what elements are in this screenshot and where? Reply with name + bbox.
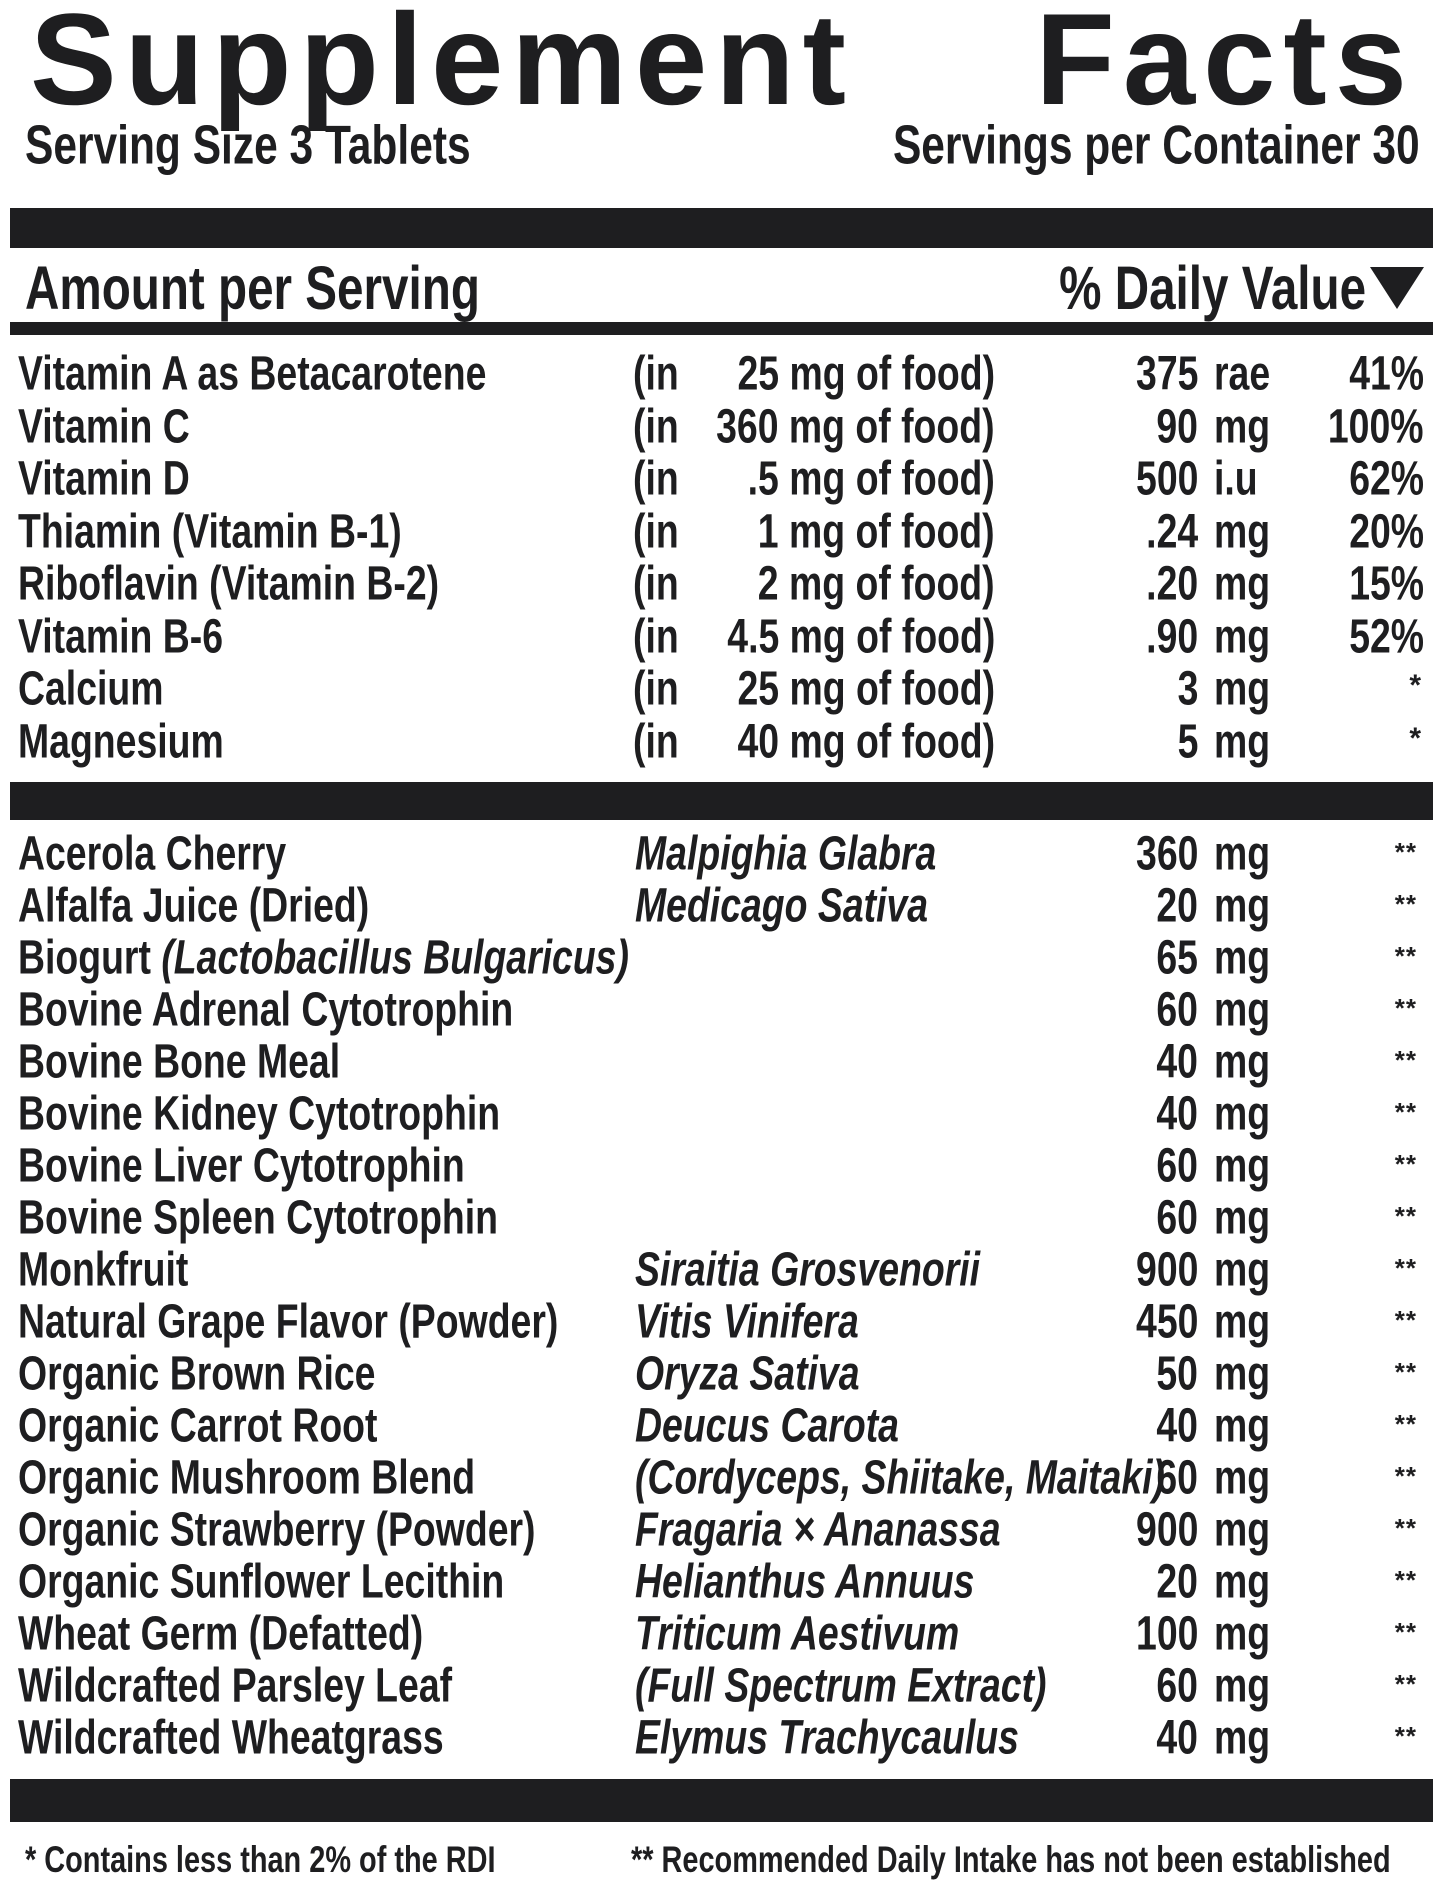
ingredient-double-asterisk: ** bbox=[1394, 1045, 1417, 1075]
triangle-down-icon bbox=[1370, 267, 1424, 309]
ingredient-double-asterisk: ** bbox=[1394, 1461, 1417, 1491]
vitamin-amount: .90 bbox=[1146, 609, 1198, 663]
vitamin-paren: (in bbox=[633, 661, 679, 716]
ingredient-latin-name: Deucus Carota bbox=[635, 1398, 899, 1453]
ingredient-name: Organic Sunflower Lecithin bbox=[18, 1554, 505, 1609]
ingredient-row bbox=[0, 1348, 1445, 1400]
ingredient-row bbox=[0, 1608, 1445, 1660]
footnote-rdi: * Contains less than 2% of the RDI bbox=[25, 1839, 496, 1881]
vitamin-food-basis: 25 mg of food) bbox=[737, 661, 995, 716]
ingredient-double-asterisk: ** bbox=[1394, 993, 1417, 1023]
ingredient-name: Bovine Adrenal Cytotrophin bbox=[18, 982, 514, 1037]
ingredient-latin-name: Elymus Trachycaulus bbox=[635, 1710, 1019, 1765]
vitamin-paren: (in bbox=[633, 399, 679, 453]
ingredient-row bbox=[0, 1712, 1445, 1764]
ingredient-double-asterisk: ** bbox=[1394, 1565, 1417, 1595]
vitamin-food-basis: 1 mg of food) bbox=[758, 504, 995, 558]
divider-rule-thin bbox=[10, 322, 1433, 335]
vitamin-amount: 3 bbox=[1177, 661, 1198, 716]
ingredient-latin-name: Oryza Sativa bbox=[635, 1346, 860, 1401]
servings-per-container: Servings per Container 30 bbox=[893, 114, 1420, 176]
ingredient-double-asterisk: ** bbox=[1394, 1097, 1417, 1127]
vitamin-row bbox=[0, 348, 1445, 401]
vitamin-daily-value: 62% bbox=[1349, 451, 1424, 506]
vitamin-row bbox=[0, 611, 1445, 664]
ingredient-double-asterisk: ** bbox=[1394, 1149, 1417, 1179]
ingredient-row bbox=[0, 1244, 1445, 1296]
ingredient-double-asterisk: ** bbox=[1394, 941, 1417, 971]
daily-value-header bbox=[1005, 252, 1424, 323]
ingredient-name: Acerola Cherry bbox=[18, 826, 287, 881]
ingredient-latin-name: Vitis Vinifera bbox=[635, 1294, 859, 1349]
vitamin-daily-value-asterisk: * bbox=[1409, 721, 1421, 755]
ingredient-amount: 40 bbox=[1156, 1034, 1198, 1089]
ingredient-amount: 60 bbox=[1156, 1138, 1198, 1193]
vitamin-amount: 5 bbox=[1177, 714, 1198, 768]
ingredient-amount: 100 bbox=[1135, 1606, 1198, 1661]
vitamin-unit: i.u bbox=[1214, 451, 1258, 506]
vitamin-name: Vitamin B-6 bbox=[18, 609, 224, 663]
amount-per-serving-header: Amount per Serving bbox=[25, 252, 480, 323]
vitamin-unit: mg bbox=[1214, 504, 1271, 558]
vitamin-row bbox=[0, 506, 1445, 559]
ingredient-row bbox=[0, 828, 1445, 880]
vitamin-paren: (in bbox=[633, 556, 679, 611]
ingredient-double-asterisk: ** bbox=[1394, 1253, 1417, 1283]
ingredient-name: Natural Grape Flavor (Powder) bbox=[18, 1294, 559, 1349]
vitamin-daily-value: 52% bbox=[1349, 609, 1424, 663]
ingredient-unit: mg bbox=[1214, 1294, 1271, 1349]
vitamins-table bbox=[0, 348, 1445, 768]
ingredient-latin-name: Helianthus Annuus bbox=[635, 1554, 975, 1609]
ingredient-latin-name: Medicago Sativa bbox=[635, 878, 929, 933]
ingredient-unit: mg bbox=[1214, 1450, 1271, 1505]
ingredient-row bbox=[0, 984, 1445, 1036]
title-word-supplement: Supplement bbox=[30, 0, 854, 132]
title-word-facts: Facts bbox=[1035, 0, 1415, 132]
ingredient-amount: 40 bbox=[1156, 1086, 1198, 1141]
vitamin-paren: (in bbox=[633, 346, 679, 401]
vitamin-daily-value-asterisk: * bbox=[1409, 669, 1421, 702]
ingredient-row bbox=[0, 1088, 1445, 1140]
ingredient-amount: 60 bbox=[1156, 1190, 1198, 1245]
ingredient-row bbox=[0, 880, 1445, 932]
vitamin-amount: 90 bbox=[1156, 399, 1198, 453]
ingredient-row bbox=[0, 1140, 1445, 1192]
ingredient-unit: mg bbox=[1214, 930, 1271, 985]
vitamin-daily-value: 100% bbox=[1328, 399, 1424, 453]
ingredient-name: Wildcrafted Parsley Leaf bbox=[18, 1658, 453, 1713]
ingredient-name: Bovine Liver Cytotrophin bbox=[18, 1138, 465, 1193]
ingredient-row bbox=[0, 932, 1445, 984]
ingredient-unit: mg bbox=[1214, 1242, 1271, 1297]
vitamin-unit: mg bbox=[1214, 714, 1271, 768]
ingredient-row bbox=[0, 1556, 1445, 1608]
ingredient-unit: mg bbox=[1214, 1086, 1271, 1141]
ingredient-name: Organic Strawberry (Powder) bbox=[18, 1502, 536, 1557]
vitamin-unit: mg bbox=[1214, 661, 1271, 716]
ingredient-amount: 60 bbox=[1156, 982, 1198, 1037]
ingredient-amount: 20 bbox=[1156, 1554, 1198, 1609]
serving-info bbox=[25, 114, 1420, 176]
ingredient-row bbox=[0, 1400, 1445, 1452]
vitamin-food-basis: 40 mg of food) bbox=[737, 714, 995, 768]
ingredient-double-asterisk: ** bbox=[1394, 1669, 1417, 1699]
ingredient-unit: mg bbox=[1214, 1398, 1271, 1453]
vitamin-name: Magnesium bbox=[18, 714, 224, 768]
ingredient-amount: 450 bbox=[1135, 1294, 1198, 1349]
ingredient-name: Organic Brown Rice bbox=[18, 1346, 376, 1401]
vitamin-paren: (in bbox=[633, 451, 679, 506]
ingredient-name-latin-inline: (Lactobacillus Bulgaricus) bbox=[161, 930, 629, 985]
vitamin-amount: .20 bbox=[1146, 556, 1198, 611]
vitamin-daily-value: 20% bbox=[1349, 504, 1424, 558]
ingredient-amount: 60 bbox=[1156, 1450, 1198, 1505]
ingredient-double-asterisk: ** bbox=[1394, 1617, 1417, 1647]
vitamin-unit: rae bbox=[1214, 346, 1271, 401]
ingredient-unit: mg bbox=[1214, 1606, 1271, 1661]
page-title bbox=[30, 0, 1415, 132]
vitamin-paren: (in bbox=[633, 504, 679, 558]
vitamin-amount: .24 bbox=[1146, 504, 1198, 558]
vitamin-name: Vitamin C bbox=[18, 399, 190, 453]
ingredient-latin-name: Triticum Aestivum bbox=[635, 1606, 960, 1661]
serving-size: Serving Size 3 Tablets bbox=[25, 114, 471, 176]
ingredient-unit: mg bbox=[1214, 1658, 1271, 1713]
ingredient-name: Monkfruit bbox=[18, 1242, 189, 1297]
ingredient-amount: 50 bbox=[1156, 1346, 1198, 1401]
ingredient-name: Wheat Germ (Defatted) bbox=[18, 1606, 424, 1661]
ingredient-latin-name: (Cordyceps, Shiitake, Maitaki) bbox=[635, 1450, 1166, 1505]
ingredient-name: Biogurt bbox=[18, 930, 151, 985]
ingredient-amount: 20 bbox=[1156, 878, 1198, 933]
ingredient-unit: mg bbox=[1214, 878, 1271, 933]
footnotes bbox=[25, 1840, 1445, 1880]
vitamin-name: Thiamin (Vitamin B-1) bbox=[18, 504, 402, 558]
vitamin-amount: 375 bbox=[1135, 346, 1198, 401]
vitamin-paren: (in bbox=[633, 714, 679, 768]
ingredients-table bbox=[0, 828, 1445, 1764]
ingredient-double-asterisk: ** bbox=[1394, 1201, 1417, 1231]
ingredient-name: Bovine Spleen Cytotrophin bbox=[18, 1190, 498, 1245]
ingredient-unit: mg bbox=[1214, 1710, 1271, 1765]
ingredient-row bbox=[0, 1192, 1445, 1244]
vitamin-daily-value: 15% bbox=[1349, 556, 1424, 611]
footnote-rdi-double: ** Recommended Daily Intake has not been established bbox=[630, 1839, 1391, 1881]
ingredient-row bbox=[0, 1036, 1445, 1088]
ingredient-name: Organic Mushroom Blend bbox=[18, 1450, 476, 1505]
ingredient-amount: 360 bbox=[1135, 826, 1198, 881]
vitamin-row bbox=[0, 558, 1445, 611]
ingredient-double-asterisk: ** bbox=[1394, 1305, 1417, 1335]
ingredient-amount: 60 bbox=[1156, 1658, 1198, 1713]
ingredient-unit: mg bbox=[1214, 826, 1271, 881]
vitamin-unit: mg bbox=[1214, 609, 1271, 663]
ingredient-latin-name: Siraitia Grosvenorii bbox=[635, 1242, 981, 1297]
ingredient-unit: mg bbox=[1214, 1346, 1271, 1401]
daily-value-header-text: % Daily Value bbox=[1059, 252, 1366, 323]
vitamin-food-basis: 4.5 mg of food) bbox=[726, 609, 995, 663]
vitamin-food-basis: 360 mg of food) bbox=[716, 399, 995, 453]
ingredient-amount: 900 bbox=[1135, 1242, 1198, 1297]
ingredient-latin-name: Fragaria × Ananassa bbox=[635, 1502, 1001, 1557]
ingredient-double-asterisk: ** bbox=[1394, 1409, 1417, 1439]
table-column-headers bbox=[25, 252, 1424, 323]
ingredient-amount: 65 bbox=[1156, 930, 1198, 985]
ingredient-unit: mg bbox=[1214, 1138, 1271, 1193]
ingredient-row bbox=[0, 1452, 1445, 1504]
vitamin-name: Riboflavin (Vitamin B-2) bbox=[18, 556, 440, 611]
ingredient-row bbox=[0, 1296, 1445, 1348]
ingredient-name: Wildcrafted Wheatgrass bbox=[18, 1710, 444, 1765]
ingredient-row bbox=[0, 1504, 1445, 1556]
vitamin-paren: (in bbox=[633, 609, 679, 663]
ingredient-latin-name: (Full Spectrum Extract) bbox=[635, 1658, 1047, 1713]
vitamin-food-basis: .5 mg of food) bbox=[747, 451, 995, 506]
ingredient-double-asterisk: ** bbox=[1394, 1357, 1417, 1387]
ingredient-double-asterisk: ** bbox=[1394, 1513, 1417, 1543]
vitamin-row bbox=[0, 716, 1445, 769]
divider-bar-bottom bbox=[10, 1779, 1433, 1822]
ingredient-name: Bovine Bone Meal bbox=[18, 1034, 341, 1089]
vitamin-name: Vitamin A as Betacarotene bbox=[18, 346, 487, 401]
ingredient-name: Bovine Kidney Cytotrophin bbox=[18, 1086, 501, 1141]
ingredient-latin-name: Malpighia Glabra bbox=[635, 826, 937, 881]
vitamin-unit: mg bbox=[1214, 399, 1271, 453]
ingredient-unit: mg bbox=[1214, 1554, 1271, 1609]
vitamin-food-basis: 25 mg of food) bbox=[737, 346, 995, 401]
ingredient-double-asterisk: ** bbox=[1394, 1721, 1417, 1751]
divider-bar-top bbox=[10, 208, 1433, 248]
ingredient-amount: 40 bbox=[1156, 1398, 1198, 1453]
divider-bar-middle bbox=[10, 782, 1433, 820]
vitamin-name: Vitamin D bbox=[18, 451, 190, 506]
ingredient-name: Alfalfa Juice (Dried) bbox=[18, 878, 370, 933]
vitamin-unit: mg bbox=[1214, 556, 1271, 611]
vitamin-food-basis: 2 mg of food) bbox=[758, 556, 995, 611]
ingredient-double-asterisk: ** bbox=[1394, 889, 1417, 919]
vitamin-row bbox=[0, 663, 1445, 716]
ingredient-unit: mg bbox=[1214, 1502, 1271, 1557]
vitamin-name: Calcium bbox=[18, 661, 164, 716]
ingredient-double-asterisk: ** bbox=[1394, 837, 1417, 867]
ingredient-amount: 900 bbox=[1135, 1502, 1198, 1557]
ingredient-unit: mg bbox=[1214, 982, 1271, 1037]
vitamin-amount: 500 bbox=[1135, 451, 1198, 506]
ingredient-unit: mg bbox=[1214, 1190, 1271, 1245]
vitamin-row bbox=[0, 401, 1445, 454]
vitamin-daily-value: 41% bbox=[1349, 346, 1424, 401]
ingredient-name: Organic Carrot Root bbox=[18, 1398, 378, 1453]
ingredient-amount: 40 bbox=[1156, 1710, 1198, 1765]
vitamin-row bbox=[0, 453, 1445, 506]
ingredient-unit: mg bbox=[1214, 1034, 1271, 1089]
ingredient-row bbox=[0, 1660, 1445, 1712]
